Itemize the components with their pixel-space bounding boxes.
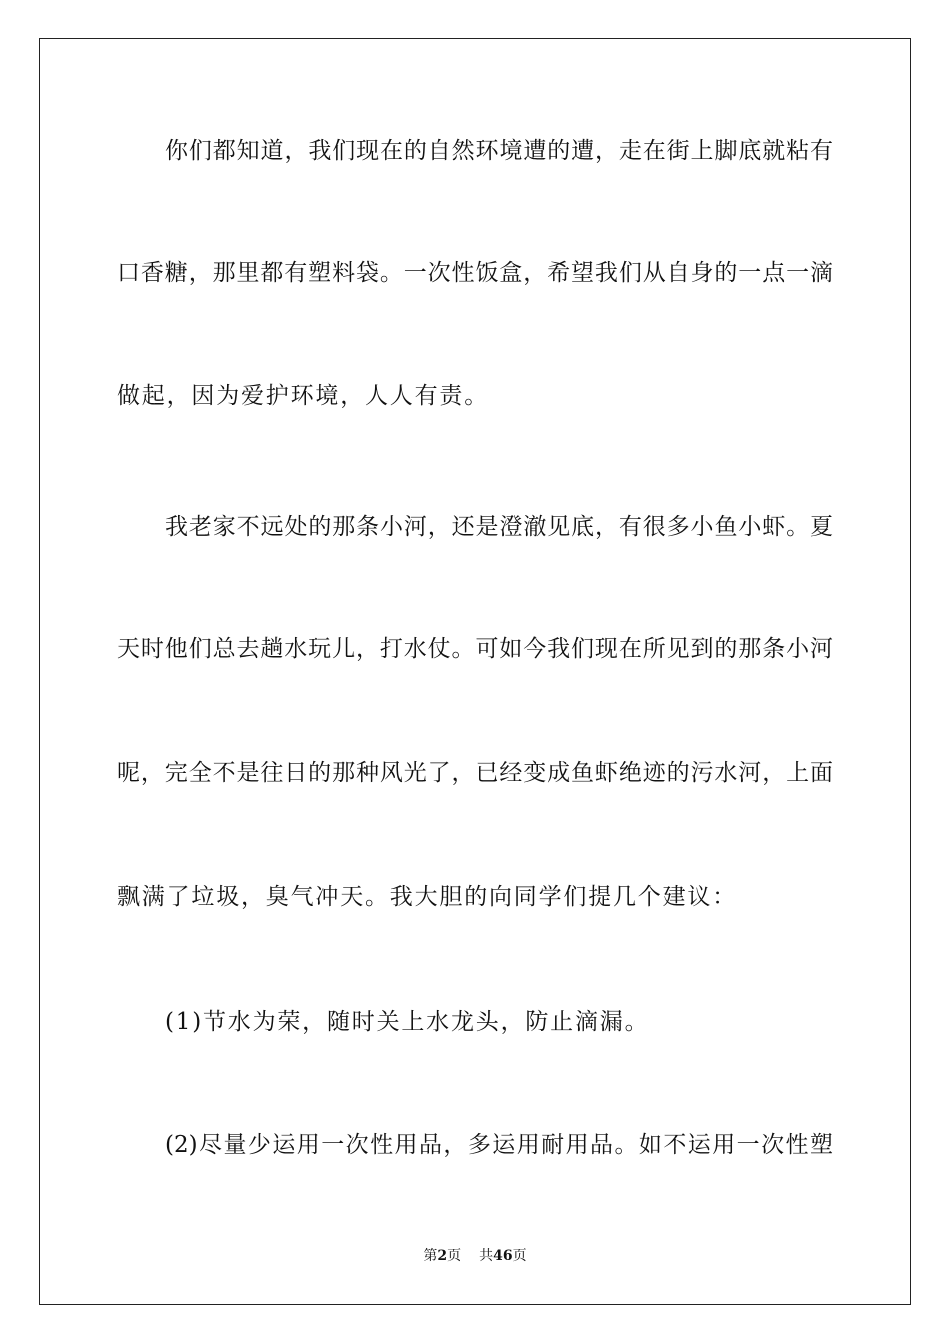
- page-suffix: 页: [447, 1248, 462, 1264]
- page-footer: [0, 1247, 950, 1265]
- page-border: [39, 38, 911, 1305]
- total-pages: 46: [493, 1248, 513, 1264]
- paragraph-line: 呢，完全不是往日的那种风光了，已经变成鱼虾绝迹的污水河，上面: [117, 760, 833, 786]
- paragraph-line: 你们都知道，我们现在的自然环境遭的遭，走在街上脚底就粘有: [165, 138, 833, 164]
- total-prefix: 共: [479, 1248, 494, 1264]
- paragraph-line: 天时他们总去趟水玩儿，打水仗。可如今我们现在所见到的那条小河: [117, 636, 833, 662]
- list-item: (1)节水为荣，随时关上水龙头，防止滴漏。: [165, 1009, 650, 1035]
- paragraph-line: 做起，因为爱护环境，人人有责。: [117, 383, 489, 409]
- page-prefix: 第: [423, 1248, 438, 1264]
- paragraph-line: 口香糖，那里都有塑料袋。一次性饭盒，希望我们从自身的一点一滴: [117, 260, 833, 286]
- page-number: 2: [437, 1248, 448, 1264]
- paragraph-line: 飘满了垃圾，臭气冲天。我大胆的向同学们提几个建议：: [117, 884, 737, 910]
- list-item: (2)尽量少运用一次性用品，多运用耐用品。如不运用一次性塑: [165, 1132, 833, 1158]
- total-suffix: 页: [512, 1248, 527, 1264]
- paragraph-line: 我老家不远处的那条小河，还是澄澈见底，有很多小鱼小虾。夏: [165, 514, 833, 540]
